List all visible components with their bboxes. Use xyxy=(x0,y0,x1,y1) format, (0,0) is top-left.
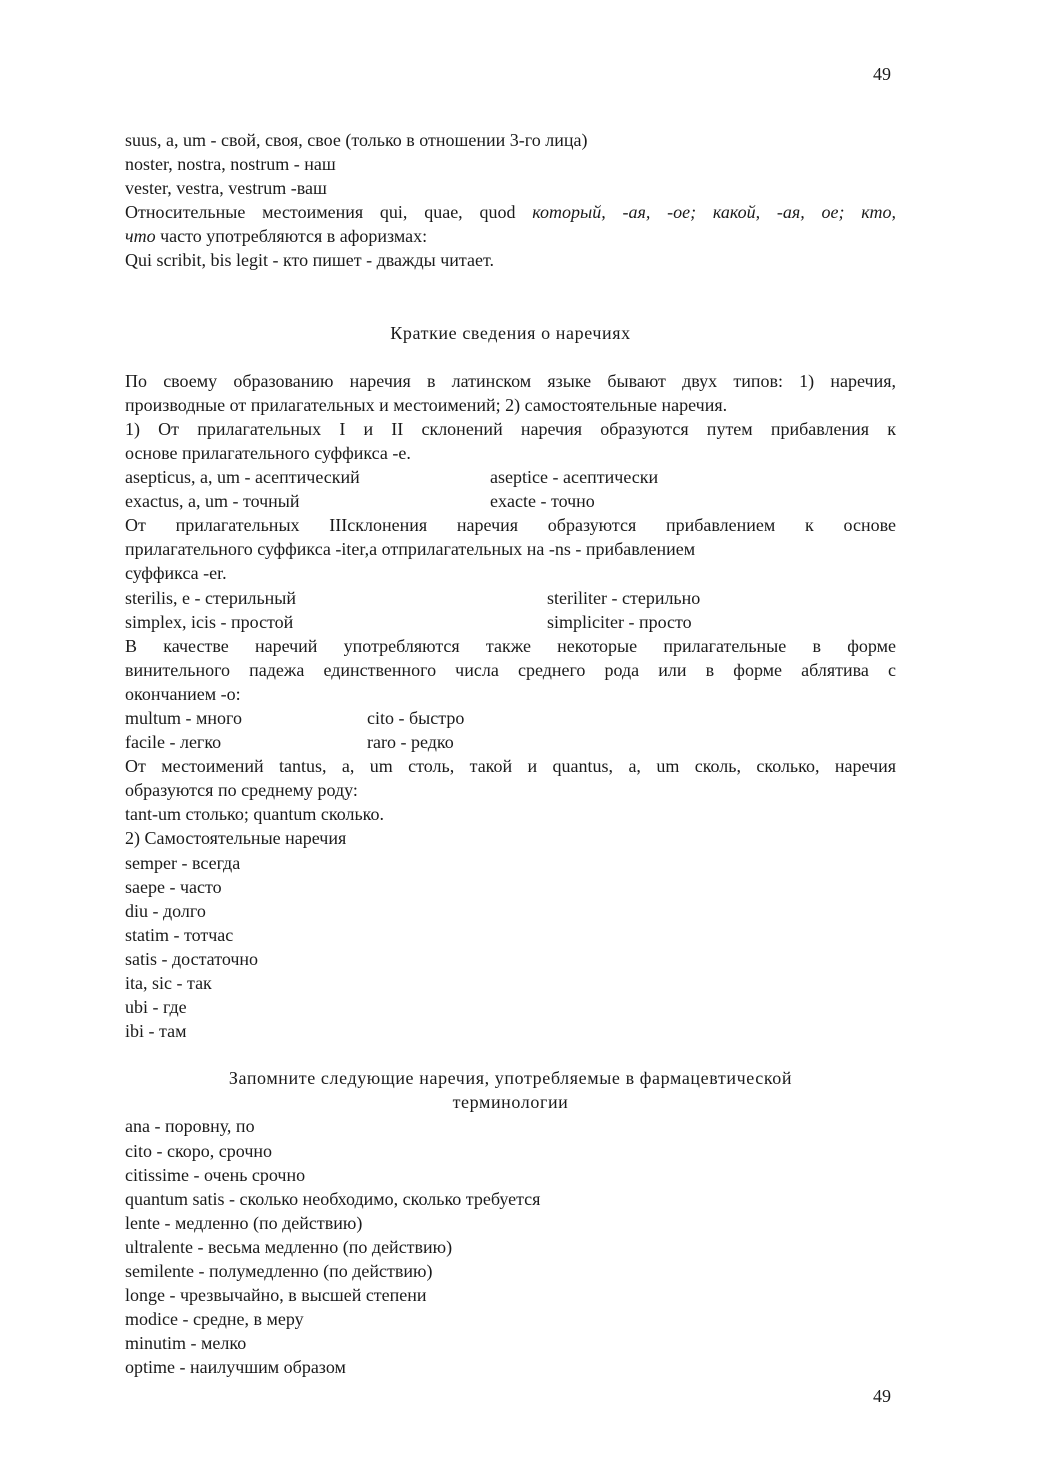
independent-adverb-item: semper - всегда xyxy=(125,852,241,873)
pronoun-line: vester, vestra, vestrum -ваш xyxy=(125,178,327,199)
pharm-adverb-item: semilente - полумедленно (по действию) xyxy=(125,1261,433,1282)
accusative-line: окончанием -о: xyxy=(125,683,241,704)
intro-line: По своему образованию наречия в латинском языке бывают двух типов: 1) наречия, xyxy=(125,370,896,391)
third-declension-line: прилагательного суффикса -iter,а отприлагательных на -ns - прибавлением xyxy=(125,539,696,560)
pronoun-line: suus, a, um - свой, своя, свое (только в отношении 3-го лица) xyxy=(125,130,588,150)
section-heading-adverbs: Краткие сведения о наречиях xyxy=(390,322,631,343)
intro-line: производные от прилагательных и местоимений; 2) самостоятельные наречия. xyxy=(125,394,728,415)
pharm-adverb-item: optime - наилучшим образом xyxy=(125,1357,346,1378)
relative-pronouns-line: Относительные местоимения qui, quae, quod который, -ая, -ое; какой, -ая, ое; кто, xyxy=(125,202,896,223)
example-row: multum - много cito - быстро xyxy=(125,707,465,728)
pharm-adverb-item: lente - медленно (по действию) xyxy=(125,1212,363,1233)
independent-adverbs-title: 2) Самостоятельные наречия xyxy=(125,828,347,849)
pronoun-adverb-line: tant-um столько; quantum сколько. xyxy=(125,804,384,825)
pronoun-line: noster, nostra, nostrum - наш xyxy=(125,154,336,175)
independent-adverb-item: ubi - где xyxy=(125,997,187,1018)
pronoun-adverb-line: образуются по среднему роду: xyxy=(125,780,358,801)
pharm-adverb-item: cito - скоро, срочно xyxy=(125,1140,273,1161)
third-declension-line: суффикса -er. xyxy=(125,563,227,584)
pharm-adverb-item: modice - средне, в меру xyxy=(125,1309,304,1330)
independent-adverb-item: diu - долго xyxy=(125,900,206,921)
example-row: simplex, icis - простой simpliciter - просто xyxy=(125,611,692,632)
pharm-adverb-item: ana - поровну, по xyxy=(125,1116,255,1137)
section-heading-pharm: Запомните следующие наречия, употребляемые в фармацевтической xyxy=(228,1068,793,1089)
pharm-adverb-item: citissime - очень срочно xyxy=(125,1164,306,1185)
page-number-bottom: 49 xyxy=(873,1386,891,1406)
independent-adverb-item: ita, sic - так xyxy=(125,973,212,993)
example-row: exactus, a, um - точный exacte - точно xyxy=(125,491,595,512)
pharm-adverb-item: minutim - мелко xyxy=(125,1333,247,1354)
independent-adverb-item: ibi - там xyxy=(125,1021,187,1042)
page-number-top: 49 xyxy=(873,64,891,84)
intro-line: 1) От прилагательных I и II склонений наречия образуются путем прибавления к xyxy=(125,418,896,439)
independent-adverb-item: satis - достаточно xyxy=(125,948,259,969)
page-content xyxy=(125,128,896,1380)
third-declension-line: От прилагательных IIIсклонения наречия образуются прибавлением к основе xyxy=(125,515,896,536)
intro-line: основе прилагательного суффикса -е. xyxy=(125,442,411,463)
example-row: asepticus, a, um - асептический aseptice - асептически xyxy=(125,467,659,488)
independent-adverb-item: statim - тотчас xyxy=(125,924,234,945)
independent-adverb-item: saepe - часто xyxy=(125,876,222,897)
example-row: facile - легко raro - редко xyxy=(125,732,454,753)
pronoun-adverb-line: От местоимений tantus, a, um столь, такой и quantus, a, um сколь, сколько, наречия xyxy=(125,756,896,777)
example-row: sterilis, e - стерильный steriliter - стерильно xyxy=(125,587,701,608)
relative-pronouns-line-2: что часто употребляются в афоризмах: xyxy=(125,226,428,247)
section-heading-pharm-2: терминологии xyxy=(452,1092,569,1113)
accusative-line: винительного падежа единственного числа среднего рода или в форме аблятива с xyxy=(125,659,896,680)
pharm-adverb-item: ultralente - весьма медленно (по действию) xyxy=(125,1236,453,1257)
pharm-adverb-item: longe - чрезвычайно, в высшей степени xyxy=(125,1285,427,1306)
aphorism-line: Qui scribit, bis legit - кто пишет - дважды читает. xyxy=(125,250,494,271)
pharm-adverb-item: quantum satis - сколько необходимо, сколько требуется xyxy=(125,1188,541,1209)
accusative-line: В качестве наречий употребляются также некоторые прилагательные в форме xyxy=(125,635,896,656)
